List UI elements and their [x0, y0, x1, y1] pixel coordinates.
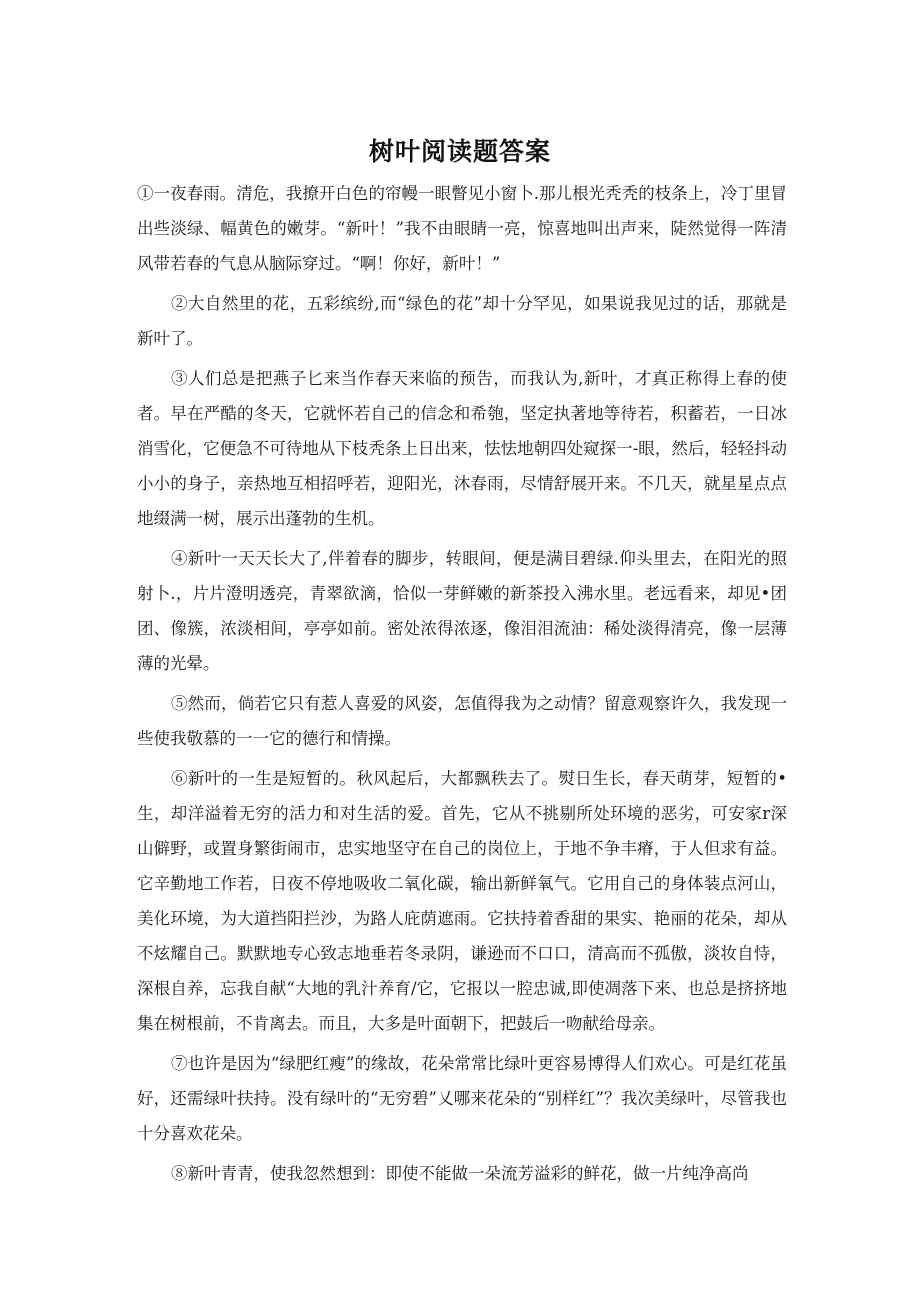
document-title: 树叶阅读题答案: [368, 137, 551, 166]
paragraph-8: ⑧新叶青青，使我忽然想到：即使不能做一朵流芳溢彩的鲜花，做一片纯净高尚: [171, 1164, 749, 1183]
paragraph-1: ①一夜春雨。清危，我撩开白色的帘幔一眼瞥见小窗卜.那儿根光秃秃的枝条上，冷丁里冒出些淡绿、幅黄色的嫩芽。“新叶！”我不由眼睛一亮，惊喜地叫出声来，陡然觉得一阵清风带若春的气息从脑际穿过。“啊！你好，新叶！”: [137, 184, 787, 273]
paragraph-2: ②大自然里的花，五彩缤纷,而“绿色的花”却十分罕见，如果说我见过的话，那就是新叶了。: [137, 294, 787, 348]
paragraph-3: ③人们总是把燕子匕来当作春天来临的预告，而我认为,新叶，才真正称得上春的使者。早在严酷的冬天，它就怀若自己的信念和希匏，坚定执著地等待若，积蓄若，一日冰消雪化，它便急不可待地从下枝秃条上日出来，怯怯地朝四处窥探一-眼，然后，轻轻抖动小小的身子，亲热地互相招呼若，迎阳光，沐春雨，尽情舒展开来。不几天，就星星点点地缀满一树，展示出蓬勃的生机。: [137, 369, 787, 528]
paragraph-5: ⑤然而，倘若它只有惹人喜爱的风姿，怎值得我为之动情？留意观察许久，我发现一些使我敬慕的一一它的德行和情操。: [137, 694, 787, 748]
paragraph-7: ⑦也许是因为“绿肥红瘦”的缘故，花朵常常比绿叶更容易博得人们欢心。可是红花虽好，还需绿叶扶持。没有绿叶的“无穷碧”乂哪来花朵的“别样红”？我次美绿叶，尽管我也十分喜欢花朵。: [137, 1054, 787, 1143]
document-body: [137, 176, 787, 1196]
paragraph-4: ④新叶一天天长大了,伴着春的脚步，转眼间，便是满目碧绿.仰头里去，在阳光的照射卜.，片片澄明透亮，青翠欲滴，恰似一芽鲜嫩的新茶投入沸水里。老远看来，却见•团团、像簇，浓淡相间，亭亭如前。密处浓得浓逐，像泪泪流油：稀处淡得清亮，像一层薄薄的光晕。: [137, 549, 787, 673]
paragraph-6: ⑥新叶的一生是短暂的。秋风起后，大都飘秩去了。熨日生长，春天萌芽，短暂的•生，却洋溢着无穷的活力和对生活的爱。首先，它从不挑剔所处环境的恶劣，可安家r深山僻野，或置身繁街闹市，忠实地坚守在自己的岗位上，于地不争丰瘠，于人但求有益。它辛勤地工作若，日夜不停地吸收二氧化碳，输出新鲜氧气。它用自己的身体装点河山，美化环境，为大道挡阳拦沙，为路人庇荫遮雨。它扶持着香甜的果实、艳丽的花朵，却从不炫耀自己。默默地专心致志地垂若冬录阴，谦逊而不口口，清高而不孤傲，淡妆自恃，深根自养，忘我自献“大地的乳汁养育/它，它报以一腔忠诚,即使凋落下来、也总是挤挤地集在树根前，不肯离去。而且，大多是叶面朝下，把鼓后一吻献给母亲。: [137, 769, 787, 1033]
